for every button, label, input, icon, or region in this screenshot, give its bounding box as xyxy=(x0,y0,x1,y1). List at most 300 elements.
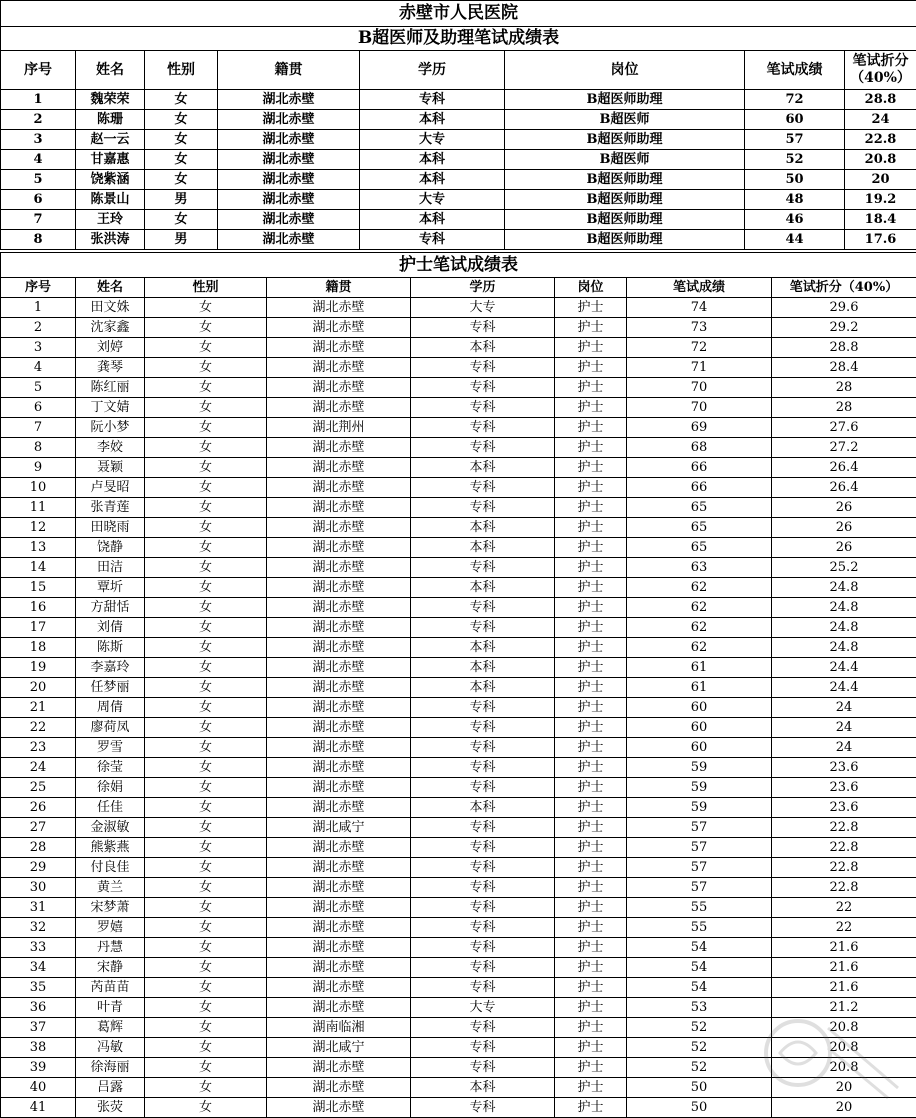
header-origin: 籍贯 xyxy=(267,278,411,298)
b-ultrasound-header-row xyxy=(1,51,916,90)
cell-origin: 湖北赤壁 xyxy=(267,898,411,918)
cell-education: 专科 xyxy=(411,558,555,578)
cell-origin: 湖北咸宁 xyxy=(267,818,411,838)
cell-gender: 女 xyxy=(145,698,267,718)
cell-name: 陈红丽 xyxy=(76,378,145,398)
cell-weighted-score: 24 xyxy=(772,738,916,758)
cell-gender: 女 xyxy=(145,958,267,978)
cell-weighted-score: 20.8 xyxy=(845,150,916,170)
nurse-row xyxy=(1,1058,916,1078)
cell-name: 葛辉 xyxy=(76,1018,145,1038)
cell-position: 护士 xyxy=(555,738,627,758)
cell-gender: 女 xyxy=(145,318,267,338)
cell-position: 护士 xyxy=(555,458,627,478)
cell-name: 廖荷凤 xyxy=(76,718,145,738)
cell-score: 59 xyxy=(627,758,772,778)
nurse-row xyxy=(1,1018,916,1038)
cell-education: 本科 xyxy=(411,538,555,558)
cell-name: 周倩 xyxy=(76,698,145,718)
cell-position: B超医师助理 xyxy=(505,190,745,210)
cell-education: 专科 xyxy=(411,738,555,758)
cell-seq: 34 xyxy=(1,958,76,978)
cell-weighted-score: 24.8 xyxy=(772,638,916,658)
nurse-row xyxy=(1,958,916,978)
cell-education: 专科 xyxy=(411,778,555,798)
cell-seq: 40 xyxy=(1,1078,76,1098)
nurse-row xyxy=(1,938,916,958)
cell-weighted-score: 27.6 xyxy=(772,418,916,438)
cell-seq: 17 xyxy=(1,618,76,638)
cell-name: 宋静 xyxy=(76,958,145,978)
cell-score: 44 xyxy=(745,230,845,250)
cell-origin: 湖北赤壁 xyxy=(267,618,411,638)
cell-gender: 女 xyxy=(145,358,267,378)
cell-education: 本科 xyxy=(360,210,505,230)
cell-origin: 湖北赤壁 xyxy=(267,438,411,458)
cell-position: 护士 xyxy=(555,398,627,418)
cell-education: 专科 xyxy=(411,378,555,398)
nurse-row xyxy=(1,758,916,778)
cell-position: 护士 xyxy=(555,438,627,458)
cell-score: 52 xyxy=(627,1058,772,1078)
cell-seq: 32 xyxy=(1,918,76,938)
cell-position: 护士 xyxy=(555,978,627,998)
cell-name: 陈景山 xyxy=(76,190,145,210)
cell-name: 任梦丽 xyxy=(76,678,145,698)
cell-education: 专科 xyxy=(411,618,555,638)
cell-education: 本科 xyxy=(411,798,555,818)
header-gender: 性别 xyxy=(145,278,267,298)
cell-position: 护士 xyxy=(555,418,627,438)
cell-weighted-score: 17.6 xyxy=(845,230,916,250)
cell-weighted-score: 26.4 xyxy=(772,458,916,478)
cell-position: 护士 xyxy=(555,318,627,338)
cell-name: 卢旻昭 xyxy=(76,478,145,498)
cell-origin: 湖北赤壁 xyxy=(218,230,360,250)
cell-seq: 28 xyxy=(1,838,76,858)
cell-score: 71 xyxy=(627,358,772,378)
cell-score: 55 xyxy=(627,898,772,918)
cell-education: 大专 xyxy=(360,190,505,210)
cell-seq: 7 xyxy=(1,418,76,438)
cell-seq: 25 xyxy=(1,778,76,798)
cell-origin: 湖北赤壁 xyxy=(218,170,360,190)
cell-name: 丁文婧 xyxy=(76,398,145,418)
b-ultrasound-table xyxy=(0,0,916,250)
cell-origin: 湖北荆州 xyxy=(267,418,411,438)
cell-education: 大专 xyxy=(411,298,555,318)
cell-seq: 18 xyxy=(1,638,76,658)
cell-position: 护士 xyxy=(555,958,627,978)
cell-score: 65 xyxy=(627,538,772,558)
header-education: 学历 xyxy=(411,278,555,298)
cell-seq: 14 xyxy=(1,558,76,578)
cell-gender: 女 xyxy=(145,898,267,918)
cell-education: 本科 xyxy=(411,1078,555,1098)
cell-position: B超医师助理 xyxy=(505,210,745,230)
cell-name: 付良佳 xyxy=(76,858,145,878)
cell-position: B超医师助理 xyxy=(505,170,745,190)
b-ultrasound-row xyxy=(1,230,916,250)
b-ultrasound-row xyxy=(1,210,916,230)
cell-weighted-score: 23.6 xyxy=(772,798,916,818)
cell-position: 护士 xyxy=(555,818,627,838)
cell-origin: 湖北咸宁 xyxy=(267,1038,411,1058)
cell-origin: 湖北赤壁 xyxy=(267,858,411,878)
cell-name: 任佳 xyxy=(76,798,145,818)
cell-position: B超医师助理 xyxy=(505,90,745,110)
cell-gender: 女 xyxy=(145,170,218,190)
b-ultrasound-row xyxy=(1,110,916,130)
cell-gender: 女 xyxy=(145,798,267,818)
cell-seq: 21 xyxy=(1,698,76,718)
cell-education: 专科 xyxy=(411,1018,555,1038)
nurse-row xyxy=(1,818,916,838)
cell-education: 专科 xyxy=(411,598,555,618)
nurse-row xyxy=(1,318,916,338)
hospital-title: 赤壁市人民医院 xyxy=(1,1,916,27)
cell-name: 刘婷 xyxy=(76,338,145,358)
cell-gender: 女 xyxy=(145,638,267,658)
cell-name: 叶青 xyxy=(76,998,145,1018)
cell-origin: 湖北赤壁 xyxy=(267,338,411,358)
cell-seq: 24 xyxy=(1,758,76,778)
cell-score: 70 xyxy=(627,378,772,398)
cell-origin: 湖北赤壁 xyxy=(267,718,411,738)
nurse-row xyxy=(1,718,916,738)
cell-score: 53 xyxy=(627,998,772,1018)
nurse-row xyxy=(1,538,916,558)
cell-seq: 6 xyxy=(1,398,76,418)
cell-origin: 湖北赤壁 xyxy=(218,190,360,210)
cell-education: 专科 xyxy=(411,438,555,458)
cell-score: 46 xyxy=(745,210,845,230)
cell-seq: 30 xyxy=(1,878,76,898)
cell-seq: 37 xyxy=(1,1018,76,1038)
nurse-row xyxy=(1,658,916,678)
cell-education: 本科 xyxy=(411,638,555,658)
cell-education: 专科 xyxy=(360,230,505,250)
nurse-row xyxy=(1,858,916,878)
cell-name: 龚琴 xyxy=(76,358,145,378)
cell-position: 护士 xyxy=(555,678,627,698)
cell-gender: 女 xyxy=(145,818,267,838)
cell-score: 60 xyxy=(627,738,772,758)
cell-seq: 5 xyxy=(1,378,76,398)
cell-gender: 女 xyxy=(145,150,218,170)
cell-origin: 湖南临湘 xyxy=(267,1018,411,1038)
cell-score: 55 xyxy=(627,918,772,938)
cell-position: 护士 xyxy=(555,918,627,938)
cell-position: 护士 xyxy=(555,1058,627,1078)
cell-position: 护士 xyxy=(555,358,627,378)
header-education: 学历 xyxy=(360,51,505,90)
cell-education: 专科 xyxy=(411,758,555,778)
cell-gender: 女 xyxy=(145,658,267,678)
cell-education: 专科 xyxy=(411,698,555,718)
cell-seq: 35 xyxy=(1,978,76,998)
cell-weighted-score: 26.4 xyxy=(772,478,916,498)
cell-education: 本科 xyxy=(411,678,555,698)
cell-weighted-score: 24.4 xyxy=(772,678,916,698)
cell-weighted-score: 20.8 xyxy=(772,1018,916,1038)
nurse-header-row xyxy=(1,278,916,298)
header-seq: 序号 xyxy=(1,278,76,298)
nurse-row xyxy=(1,338,916,358)
nurse-row xyxy=(1,418,916,438)
cell-weighted-score: 21.6 xyxy=(772,958,916,978)
cell-seq: 41 xyxy=(1,1098,76,1118)
cell-weighted-score: 29.6 xyxy=(772,298,916,318)
cell-gender: 女 xyxy=(145,298,267,318)
cell-origin: 湖北赤壁 xyxy=(267,558,411,578)
cell-name: 陈斯 xyxy=(76,638,145,658)
cell-score: 57 xyxy=(627,818,772,838)
nurse-row xyxy=(1,998,916,1018)
cell-position: 护士 xyxy=(555,798,627,818)
nurse-row xyxy=(1,838,916,858)
cell-weighted-score: 19.2 xyxy=(845,190,916,210)
cell-position: 护士 xyxy=(555,778,627,798)
cell-origin: 湖北赤壁 xyxy=(267,578,411,598)
cell-name: 陈珊 xyxy=(76,110,145,130)
cell-position: 护士 xyxy=(555,598,627,618)
cell-origin: 湖北赤壁 xyxy=(267,958,411,978)
cell-position: B超医师 xyxy=(505,110,745,130)
header-seq: 序号 xyxy=(1,51,76,90)
cell-seq: 3 xyxy=(1,130,76,150)
cell-gender: 男 xyxy=(145,230,218,250)
cell-gender: 女 xyxy=(145,378,267,398)
cell-score: 61 xyxy=(627,658,772,678)
cell-gender: 女 xyxy=(145,858,267,878)
header-weighted-score: 笔试折分（40%） xyxy=(772,278,916,298)
cell-weighted-score: 20.8 xyxy=(772,1058,916,1078)
cell-name: 王玲 xyxy=(76,210,145,230)
cell-position: 护士 xyxy=(555,758,627,778)
cell-seq: 31 xyxy=(1,898,76,918)
cell-score: 61 xyxy=(627,678,772,698)
cell-weighted-score: 20 xyxy=(845,170,916,190)
cell-seq: 3 xyxy=(1,338,76,358)
cell-position: 护士 xyxy=(555,518,627,538)
cell-position: 护士 xyxy=(555,718,627,738)
nurse-row xyxy=(1,698,916,718)
cell-gender: 女 xyxy=(145,338,267,358)
cell-weighted-score: 24.4 xyxy=(772,658,916,678)
nurse-row xyxy=(1,458,916,478)
cell-weighted-score: 25.2 xyxy=(772,558,916,578)
cell-seq: 38 xyxy=(1,1038,76,1058)
cell-seq: 9 xyxy=(1,458,76,478)
cell-score: 57 xyxy=(627,858,772,878)
cell-score: 59 xyxy=(627,778,772,798)
cell-gender: 男 xyxy=(145,190,218,210)
cell-origin: 湖北赤壁 xyxy=(267,498,411,518)
cell-origin: 湖北赤壁 xyxy=(218,110,360,130)
cell-name: 张青莲 xyxy=(76,498,145,518)
cell-seq: 36 xyxy=(1,998,76,1018)
cell-origin: 湖北赤壁 xyxy=(267,398,411,418)
cell-gender: 女 xyxy=(145,438,267,458)
cell-origin: 湖北赤壁 xyxy=(267,478,411,498)
cell-origin: 湖北赤壁 xyxy=(267,998,411,1018)
cell-education: 专科 xyxy=(411,398,555,418)
b-ultrasound-table-title: B超医师及助理笔试成绩表 xyxy=(1,27,916,51)
header-weighted-line2: （40%） xyxy=(850,70,911,86)
cell-position: 护士 xyxy=(555,1098,627,1118)
cell-name: 沈家鑫 xyxy=(76,318,145,338)
cell-weighted-score: 22 xyxy=(772,918,916,938)
cell-seq: 8 xyxy=(1,230,76,250)
cell-gender: 女 xyxy=(145,598,267,618)
cell-origin: 湖北赤壁 xyxy=(267,1098,411,1118)
cell-origin: 湖北赤壁 xyxy=(267,298,411,318)
cell-position: 护士 xyxy=(555,878,627,898)
cell-seq: 33 xyxy=(1,938,76,958)
cell-origin: 湖北赤壁 xyxy=(267,938,411,958)
cell-gender: 女 xyxy=(145,458,267,478)
cell-gender: 女 xyxy=(145,998,267,1018)
nurse-row xyxy=(1,378,916,398)
cell-gender: 女 xyxy=(145,918,267,938)
cell-weighted-score: 28.8 xyxy=(845,90,916,110)
cell-seq: 39 xyxy=(1,1058,76,1078)
cell-weighted-score: 28 xyxy=(772,378,916,398)
cell-name: 聂颖 xyxy=(76,458,145,478)
nurse-row xyxy=(1,518,916,538)
cell-origin: 湖北赤壁 xyxy=(267,738,411,758)
cell-weighted-score: 18.4 xyxy=(845,210,916,230)
nurse-row xyxy=(1,738,916,758)
cell-score: 62 xyxy=(627,618,772,638)
cell-position: 护士 xyxy=(555,618,627,638)
b-ultrasound-row xyxy=(1,130,916,150)
cell-gender: 女 xyxy=(145,538,267,558)
cell-education: 专科 xyxy=(411,958,555,978)
cell-seq: 1 xyxy=(1,90,76,110)
cell-education: 专科 xyxy=(411,1038,555,1058)
cell-name: 罗雪 xyxy=(76,738,145,758)
cell-score: 65 xyxy=(627,518,772,538)
nurse-row xyxy=(1,918,916,938)
cell-origin: 湖北赤壁 xyxy=(267,638,411,658)
cell-position: 护士 xyxy=(555,858,627,878)
cell-score: 68 xyxy=(627,438,772,458)
nurse-row xyxy=(1,778,916,798)
cell-seq: 22 xyxy=(1,718,76,738)
cell-weighted-score: 24 xyxy=(845,110,916,130)
cell-gender: 女 xyxy=(145,478,267,498)
cell-weighted-score: 22.8 xyxy=(772,818,916,838)
nurse-row xyxy=(1,798,916,818)
cell-weighted-score: 22.8 xyxy=(845,130,916,150)
cell-position: 护士 xyxy=(555,298,627,318)
cell-seq: 20 xyxy=(1,678,76,698)
cell-weighted-score: 22 xyxy=(772,898,916,918)
nurse-row xyxy=(1,498,916,518)
cell-score: 66 xyxy=(627,478,772,498)
cell-name: 饶静 xyxy=(76,538,145,558)
cell-gender: 女 xyxy=(145,838,267,858)
cell-score: 73 xyxy=(627,318,772,338)
cell-name: 魏荣荣 xyxy=(76,90,145,110)
header-weighted-line1: 笔试折分 xyxy=(852,53,909,69)
nurse-row xyxy=(1,978,916,998)
cell-seq: 2 xyxy=(1,318,76,338)
cell-weighted-score: 27.2 xyxy=(772,438,916,458)
cell-gender: 女 xyxy=(145,130,218,150)
cell-gender: 女 xyxy=(145,758,267,778)
cell-name: 田文姝 xyxy=(76,298,145,318)
cell-position: 护士 xyxy=(555,498,627,518)
cell-position: 护士 xyxy=(555,1038,627,1058)
cell-name: 吕露 xyxy=(76,1078,145,1098)
cell-gender: 女 xyxy=(145,398,267,418)
cell-gender: 女 xyxy=(145,558,267,578)
cell-origin: 湖北赤壁 xyxy=(218,150,360,170)
cell-seq: 26 xyxy=(1,798,76,818)
cell-score: 60 xyxy=(627,698,772,718)
cell-score: 65 xyxy=(627,498,772,518)
cell-origin: 湖北赤壁 xyxy=(218,90,360,110)
nurse-row xyxy=(1,398,916,418)
cell-education: 专科 xyxy=(411,358,555,378)
cell-score: 72 xyxy=(745,90,845,110)
cell-gender: 女 xyxy=(145,578,267,598)
cell-score: 72 xyxy=(627,338,772,358)
cell-education: 本科 xyxy=(411,578,555,598)
cell-seq: 12 xyxy=(1,518,76,538)
cell-seq: 13 xyxy=(1,538,76,558)
cell-position: 护士 xyxy=(555,938,627,958)
cell-gender: 女 xyxy=(145,738,267,758)
cell-education: 专科 xyxy=(411,318,555,338)
cell-gender: 女 xyxy=(145,718,267,738)
cell-origin: 湖北赤壁 xyxy=(267,538,411,558)
cell-seq: 8 xyxy=(1,438,76,458)
cell-score: 69 xyxy=(627,418,772,438)
cell-seq: 15 xyxy=(1,578,76,598)
cell-origin: 湖北赤壁 xyxy=(267,778,411,798)
cell-gender: 女 xyxy=(145,110,218,130)
cell-position: 护士 xyxy=(555,638,627,658)
cell-name: 熊紫燕 xyxy=(76,838,145,858)
cell-name: 丹慧 xyxy=(76,938,145,958)
cell-seq: 10 xyxy=(1,478,76,498)
b-ultrasound-row xyxy=(1,190,916,210)
cell-education: 本科 xyxy=(411,338,555,358)
cell-education: 本科 xyxy=(411,458,555,478)
header-score: 笔试成绩 xyxy=(627,278,772,298)
cell-score: 74 xyxy=(627,298,772,318)
cell-weighted-score: 20 xyxy=(772,1078,916,1098)
cell-weighted-score: 24 xyxy=(772,718,916,738)
nurse-table-title: 护士笔试成绩表 xyxy=(1,253,916,278)
cell-score: 70 xyxy=(627,398,772,418)
cell-gender: 女 xyxy=(145,498,267,518)
cell-score: 50 xyxy=(627,1078,772,1098)
cell-weighted-score: 29.2 xyxy=(772,318,916,338)
cell-weighted-score: 22.8 xyxy=(772,858,916,878)
cell-weighted-score: 26 xyxy=(772,518,916,538)
cell-education: 专科 xyxy=(360,90,505,110)
cell-origin: 湖北赤壁 xyxy=(267,678,411,698)
cell-gender: 女 xyxy=(145,1098,267,1118)
cell-education: 专科 xyxy=(411,418,555,438)
cell-name: 冯敏 xyxy=(76,1038,145,1058)
header-name: 姓名 xyxy=(76,51,145,90)
